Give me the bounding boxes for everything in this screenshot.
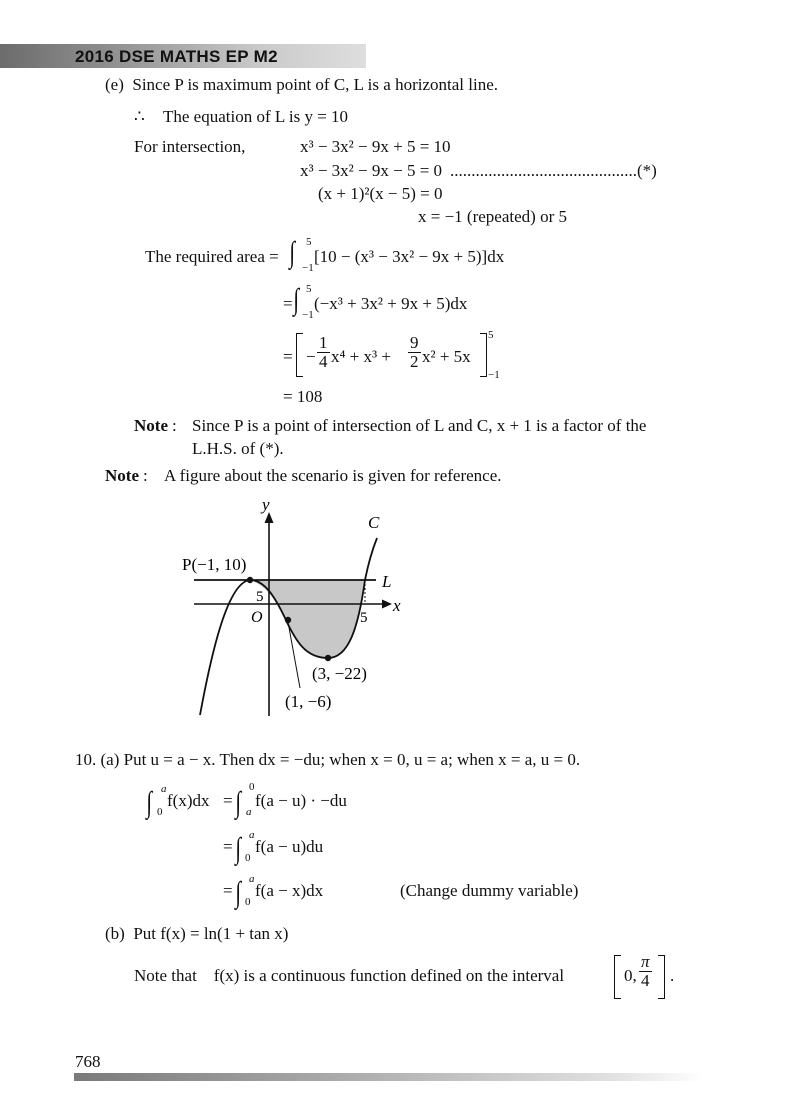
line-label: L bbox=[382, 572, 392, 591]
term-x2: x² + 5x bbox=[422, 347, 471, 366]
point-minimum bbox=[325, 655, 331, 661]
for-intersection-label: For intersection, bbox=[134, 137, 246, 156]
area-label: The required area = bbox=[145, 247, 279, 266]
interval-left-bracket bbox=[614, 955, 621, 999]
q10b-line: (b) Put f(x) = ln(1 + tan x) bbox=[105, 924, 289, 943]
row1-equals: = bbox=[223, 791, 233, 810]
pi-num: π bbox=[641, 952, 650, 971]
inflection-label: (1, −6) bbox=[285, 692, 332, 711]
y-intercept-label: 5 bbox=[256, 589, 264, 605]
x-label: x bbox=[393, 596, 401, 615]
interval-zero: 0, bbox=[624, 966, 637, 985]
int-a-1-lower: 0 bbox=[157, 806, 163, 818]
origin-label: O bbox=[251, 609, 263, 626]
point-p-label: P(−1, 10) bbox=[182, 555, 247, 574]
integral-sign-1: ∫ bbox=[289, 236, 295, 269]
minus-sign: − bbox=[306, 347, 316, 366]
pi-over-4 bbox=[639, 953, 652, 990]
note-1-line2: L.H.S. of (*). bbox=[192, 439, 284, 458]
int1-upper: 5 bbox=[306, 236, 312, 248]
eval-upper: 5 bbox=[488, 329, 494, 341]
interval-right-bracket bbox=[658, 955, 665, 999]
int-a-4-upper: a bbox=[249, 873, 255, 885]
part-e-line1: (e) Since P is maximum point of C, L is a horizontal line. bbox=[105, 75, 498, 94]
int-a-3-lower: 0 bbox=[245, 852, 251, 864]
equals-2: = bbox=[283, 294, 293, 313]
equation-4: x = −1 (repeated) or 5 bbox=[418, 207, 567, 226]
integral-sign-2: ∫ bbox=[293, 283, 299, 316]
int-a-3-upper: a bbox=[249, 829, 255, 841]
footer-bar bbox=[74, 1073, 704, 1081]
int-a-1-upper: a bbox=[161, 783, 167, 795]
equation-1: x³ − 3x² − 9x + 5 = 10 bbox=[300, 137, 451, 156]
int-a-2: ∫ bbox=[235, 786, 241, 819]
note-1-line1: Since P is a point of intersection of L and C, x + 1 is a factor of the bbox=[192, 416, 647, 435]
frac1-num: 1 bbox=[319, 333, 328, 352]
minimum-label: (3, −22) bbox=[312, 664, 367, 683]
int-a-4: ∫ bbox=[235, 876, 241, 909]
row3-integrand: f(a − x)dx bbox=[255, 881, 324, 900]
int-a-2-upper: 0 bbox=[249, 781, 255, 793]
frac1-den: 4 bbox=[319, 351, 328, 371]
equation-2: x³ − 3x² − 9x − 5 = 0 bbox=[300, 161, 443, 180]
therefore-symbol: ∴ bbox=[134, 107, 145, 126]
eval-lower: −1 bbox=[488, 369, 500, 381]
header-title: 2016 DSE MATHS EP M2 bbox=[75, 47, 278, 66]
x-axis-arrow bbox=[382, 600, 392, 609]
row1-right: f(a − u) · −du bbox=[255, 791, 347, 810]
point-P bbox=[247, 577, 253, 583]
int-a-2-lower: a bbox=[246, 806, 252, 818]
row1-left: f(x)dx bbox=[167, 791, 210, 810]
int1-lower: −1 bbox=[302, 262, 314, 274]
frac2-num: 9 bbox=[410, 333, 419, 352]
equation-3: (x + 1)²(x − 5) = 0 bbox=[318, 184, 443, 203]
row2-integrand: f(a − u)du bbox=[255, 837, 324, 856]
note-label-1: Note bbox=[134, 416, 168, 435]
row2-equals: = bbox=[223, 837, 233, 856]
equals-3: = bbox=[283, 347, 293, 366]
row3-note: (Change dummy variable) bbox=[400, 881, 579, 900]
int-a-4-lower: 0 bbox=[245, 896, 251, 908]
four-den: 4 bbox=[641, 970, 650, 990]
int2-lower: −1 bbox=[302, 309, 314, 321]
term-x4: x⁴ + x³ + bbox=[331, 347, 391, 366]
int2-upper: 5 bbox=[306, 283, 312, 295]
end-period: . bbox=[670, 966, 675, 985]
integrand-2: (−x³ + 3x² + 9x + 5)dx bbox=[314, 294, 468, 313]
curve-label: C bbox=[368, 513, 380, 532]
area-result: = 108 bbox=[283, 387, 323, 406]
int-a-1: ∫ bbox=[146, 786, 152, 819]
integrand-1: [10 − (x³ − 3x² − 9x + 5)]dx bbox=[314, 247, 505, 266]
row3-equals: = bbox=[223, 881, 233, 900]
y-label: y bbox=[262, 495, 270, 514]
part-e-line2: The equation of L is y = 10 bbox=[163, 107, 349, 126]
note-that-line: Note that f(x) is a continuous function defined on the interval bbox=[134, 966, 565, 985]
frac2-den: 2 bbox=[410, 351, 419, 371]
note-2: A figure about the scenario is given for reference. bbox=[164, 466, 502, 485]
page-number: 768 bbox=[75, 1052, 101, 1071]
note-colon-1: : bbox=[172, 416, 177, 435]
q10a-line: 10. (a) Put u = a − x. Then dx = −du; when x = 0, u = a; when x = a, u = 0. bbox=[75, 750, 581, 769]
x-intercept-label: 5 bbox=[360, 610, 368, 626]
equation-2-dots: ............................................(*) bbox=[450, 161, 657, 180]
int-a-3: ∫ bbox=[235, 832, 241, 865]
note-label-2: Note bbox=[105, 466, 139, 485]
note-colon-2: : bbox=[143, 466, 148, 485]
